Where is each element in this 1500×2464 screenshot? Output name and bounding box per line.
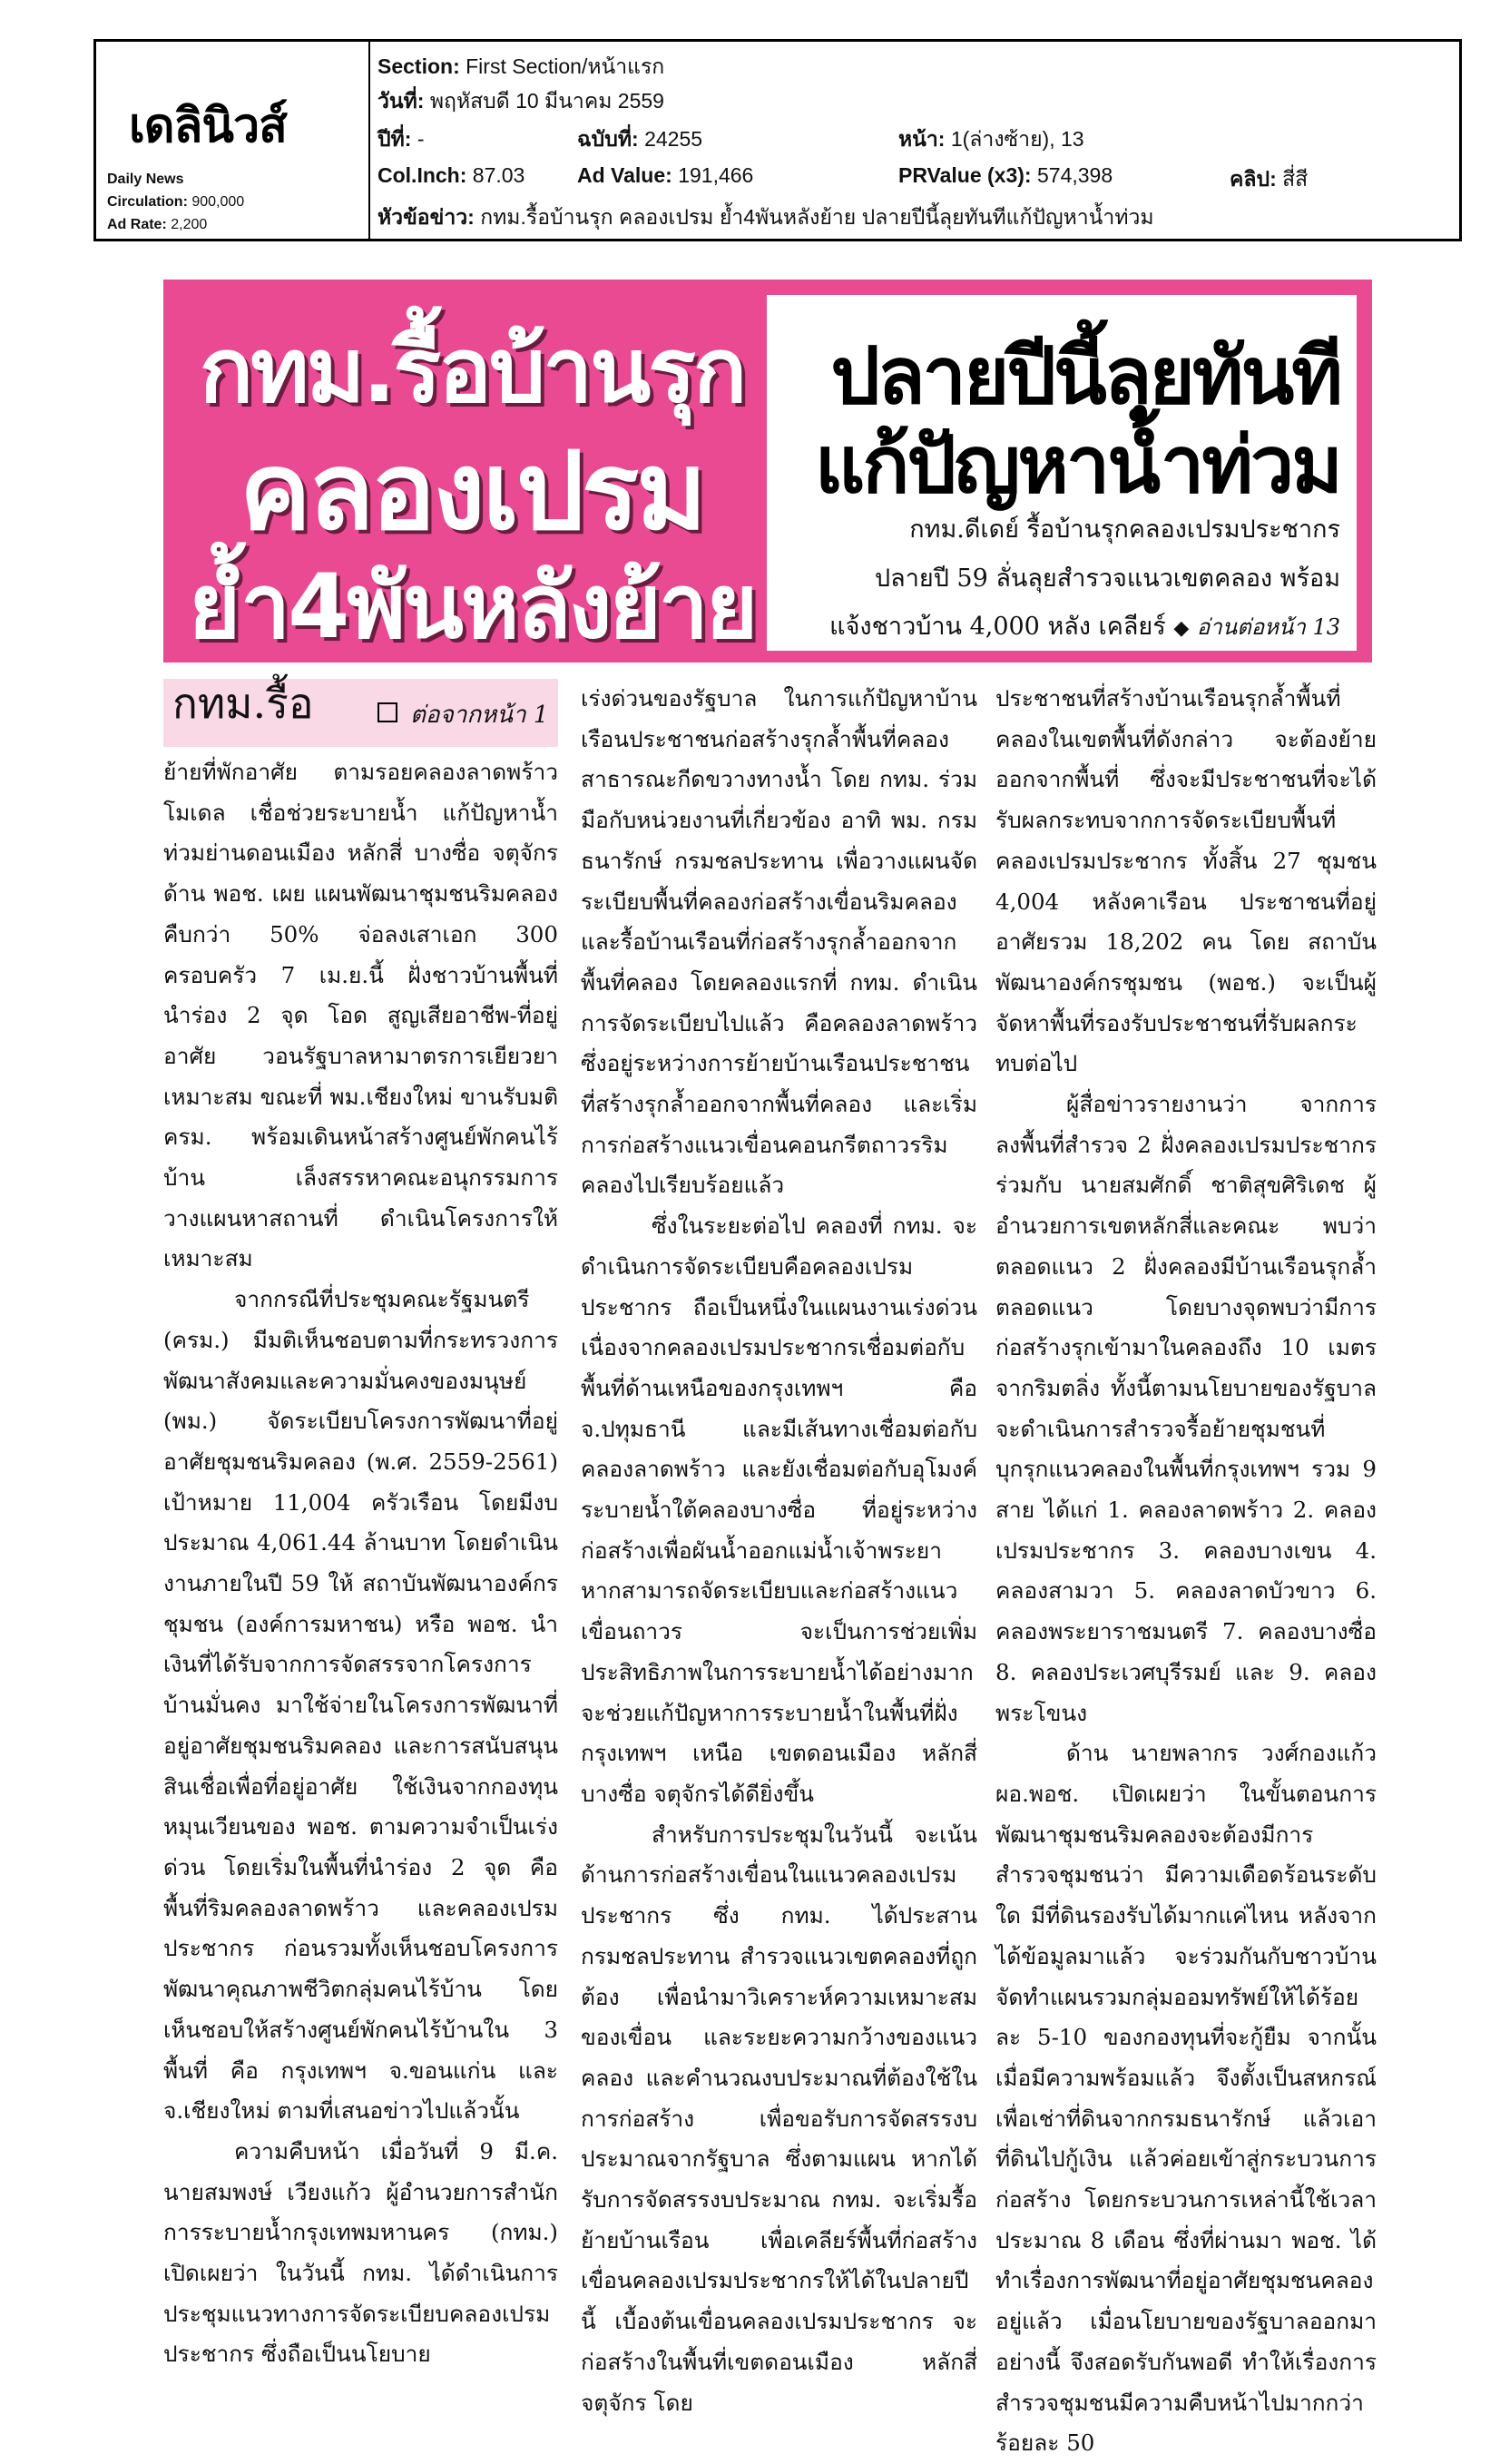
page-field (898, 123, 1084, 156)
paragraph: ซึ่งในระยะต่อไป คลองที่ กทม. จะดำเนินการจัดระเบียบคือคลองเปรมประชากร ถือเป็นหนึ่งในแผนงานเร่งด่วน เนื่องจากคลองเปรมประชากรเชื่อมต่อกับพื้นที่ด้านเหนือของกรุงเทพฯ คือ จ.ปทุมธานี และมีเส้นทางเชื่อมต่อกับคลองลาดพร้าว และยังเชื่อมต่อกับอุโมงค์ระบายน้ำใต้คลองบางซื่อ ที่อยู่ระหว่างก่อสร้างเพื่อผันน้ำออกแม่น้ำเจ้าพระยา หากสามารถจัดระเบียบและก่อสร้างแนวเขื่อนถาวร จะเป็นการช่วยเพิ่มประสิทธิภาพในการระบายน้ำได้อย่างมาก จะช่วยแก้ปัญหาการระบายน้ำในพื้นที่ฝั่งกรุงเทพฯ เหนือ เขตดอนเมือง หลักสี่ บางซื่อ จตุจักรได้ดียิ่งขึ้น (581, 1212, 977, 1807)
banner-title-line-3: ย้ำ4พันหลังย้าย (188, 555, 756, 659)
banner-subtitle-line-2: แก้ปัญหาน้ำท่วม (814, 420, 1340, 511)
paragraph: ความคืบหน้า เมื่อวันที่ 9 มี.ค. นายสมพงษ์ เวียงแก้ว ผู้อำนวยการสำนักการระบายน้ำกรุงเทพมหานคร (กทม.) เปิดเผยว่า ในวันนี้ กทม. ได้ดำเนินการประชุมแนวทางการจัดระเบียบคลองเปรมประชากร ซึ่งถือเป็นนโยบาย (163, 2137, 558, 2368)
colinch-field (377, 163, 525, 188)
article-column-1 (163, 679, 558, 2375)
prvalue-value: 574,398 (1036, 163, 1113, 187)
year-value: - (417, 127, 425, 151)
date-label: วันที่: (377, 89, 425, 113)
page-value: 1(ล่างซ้าย), 13 (950, 127, 1084, 151)
deck-line-1: กทม.ดีเดย์ รื้อบ้านรุกคลองเปรมประชากร (909, 515, 1340, 544)
paragraph: เร่งด่วนของรัฐบาล ในการแก้ปัญหาบ้านเรือนประชาชนก่อสร้างรุกล้ำพื้นที่คลองสาธารณะกีดขวางทางน้ำ โดย กทม. ร่วมมือกับหน่วยงานที่เกี่ยวข้อง อาทิ พม. กรมธนารักษ์ กรมชลประทาน เพื่อวางแผนจัดระเบียบพื้นที่คลองก่อสร้างเขื่อนริมคลอง และรื้อบ้านเรือนที่ก่อสร้างรุกล้ำออกจากพื้นที่คลอง โดยคลองแรกที่ กทม. ดำเนินการจัดระเบียบไปแล้ว คือคลองลาดพร้าว ซึ่งอยู่ระหว่างการย้ายบ้านเรือนประชาชน ที่สร้างรุกล้ำออกจากพื้นที่คลอง และเริ่มการก่อสร้างแนวเขื่อนคอนกรีตถาวรริมคลองไปเรียบร้อยแล้ว (581, 685, 977, 1199)
page-label: หน้า: (898, 127, 946, 151)
section-label: Section: (377, 54, 460, 78)
circulation-value: 900,000 (191, 194, 245, 210)
colinch-value: 87.03 (472, 163, 525, 187)
circulation (107, 194, 244, 211)
ad-rate (107, 217, 207, 233)
headline-field (377, 201, 1154, 234)
banner-title-line-2: คลองเปรม (239, 428, 705, 554)
checkbox-square-icon (377, 702, 397, 722)
paragraph: ประชาชนที่สร้างบ้านเรือนรุกล้ำพื้นที่คลองในเขตพื้นที่ดังกล่าว จะต้องย้ายออกจากพื้นที่ ซึ่งจะมีประชาชนที่จะได้รับผลกระทบจากการจัดระเบียบพื้นที่คลองเปรมประชากร ทั้งสิ้น 27 ชุมชน 4,004 หลังคาเรือน ประชาชนที่อยู่อาศัยรวม 18,202 คน โดย สถาบันพัฒนาองค์กรชุมชน (พอช.) จะเป็นผู้จัดหาพื้นที่รองรับประชาชนที่รับผลกระทบต่อไป (995, 685, 1377, 1077)
circulation-label: Circulation: (107, 194, 188, 210)
newspaper-logo: เดลินิวส์ (129, 99, 287, 153)
continued-from: ต่อจากหน้า 1 (410, 702, 549, 729)
headline-value: กทม.รื้อบ้านรุก คลองเปรม ย้ำ4พันหลังย้าย ปลายปีนี้ลุยทันทีแก้ปัญหาน้ำท่วม (480, 205, 1154, 229)
paragraph: สำหรับการประชุมในวันนี้ จะเน้นด้านการก่อสร้างเขื่อนในแนวคลองเปรมประชากร ซึ่ง กทม. ได้ประสานกรมชลประทาน สำรวจแนวเขตคลองที่ถูกต้อง เพื่อนำมาวิเคราะห์ความเหมาะสมของเขื่อน และระยะความกว้างของแนวคลอง และคำนวณงบประมาณที่ต้องใช้ในการก่อสร้าง เพื่อขอรับการจัดสรรงบประมาณจากรัฐบาล ซึ่งตามแผน หากได้รับการจัดสรรงบประมาณ กทม. จะเริ่มรื้อย้ายบ้านเรือน เพื่อเคลียร์พื้นที่ก่อสร้างเขื่อนคลองเปรมประชากรให้ได้ในปลายปีนี้ เบื้องต้นเขื่อนคลองเปรมประชากร จะก่อสร้างในพื้นที่เขตดอนเมือง หลักสี่ จตุจักร โดย (581, 1821, 977, 2416)
paragraph: ย้ายที่พักอาศัย ตามรอยคลองลาดพร้าวโมเดล เชื่อช่วยระบายน้ำ แก้ปัญหาน้ำท่วมย่านดอนเมือง หลักสี่ บางซื่อ จตุจักร ด้าน พอช. เผย แผนพัฒนาชุมชนริมคลอง คืบกว่า 50% จ่อลงเสาเอก 300 ครอบครัว 7 เม.ย.นี้ ฝั่งชาวบ้านพื้นที่นำร่อง 2 จุด โอด สูญเสียอาชีพ-ที่อยู่อาศัย วอนรัฐบาลหามาตรการเยียวยาเหมาะสม ขณะที่ พม.เชียงใหม่ ขานรับมติ ครม. พร้อมเดินหน้าสร้างศูนย์พักคนไร้บ้าน เล็งสรรหาคณะอนุกรรมการ วางแผนหาสถานที่ ดำเนินโครงการให้เหมาะสม (163, 759, 558, 1272)
advalue-label: Ad Value: (577, 163, 672, 187)
colinch-label: Col.Inch: (377, 163, 467, 187)
advalue-value: 191,466 (678, 163, 754, 187)
issue-field (577, 123, 702, 156)
jump-title: กทม.รื้อ (172, 679, 314, 728)
issue-value: 24255 (644, 127, 703, 151)
ad-rate-value: 2,200 (171, 217, 208, 232)
paragraph: ผู้สื่อข่าวรายงานว่า จากการลงพื้นที่สำรวจ 2 ฝั่งคลองเปรมประชากรร่วมกับ นายสมศักดิ์ ชาติสุขศิริเดช ผู้อำนวยการเขตหลักสี่และคณะ พบว่าตลอดแนว 2 ฝั่งคลองมีบ้านเรือนรุกล้ำตลอดแนว โดยบางจุดพบว่ามีการก่อสร้างรุกเข้ามาในคลองถึง 10 เมตรจากริมตลิ่ง ทั้งนี้ตามนโยบายของรัฐบาลจะดำเนินการสำรวจรื้อย้ายชุมชนที่บุกรุกแนวคลองในพื้นที่กรุงเทพฯ รวม 9 สาย ได้แก่ 1. คลองลาดพร้าว 2. คลองเปรมประชากร 3. คลองบางเขน 4. คลองสามวา 5. คลองลาดบัวขาว 6. คลองพระยาราชมนตรี 7. คลองบางซื่อ 8. คลองประเวศบุรีรมย์ และ 9. คลองพระโขนง (995, 1091, 1377, 1726)
article-column-2 (581, 679, 977, 2423)
year-field (377, 123, 424, 156)
advalue-field (577, 163, 753, 188)
article-column-3 (995, 679, 1377, 2464)
ad-rate-label: Ad Rate: (107, 217, 167, 232)
publication-name: Daily News (107, 172, 184, 187)
date-value: พฤหัสบดี 10 มีนาคม 2559 (429, 89, 664, 113)
clip-label: คลิป: (1230, 167, 1277, 191)
clip-value: สี่สี (1282, 167, 1309, 191)
deck-line-3-text: แจ้งชาวบ้าน 4,000 หลัง เคลียร์ (829, 613, 1166, 641)
deck-line-3 (829, 606, 1340, 645)
banner-subtitle-panel (767, 295, 1357, 651)
paragraph: จากกรณีที่ประชุมคณะรัฐมนตรี (ครม.) มีมติเห็นชอบตามที่กระทรวงการพัฒนาสังคมและความมั่นคงของมนุษย์ (พม.) จัดระเบียบโครงการพัฒนาที่อยู่อาศัยชุมชนริมคลอง (พ.ศ. 2559-2561) เป้าหมาย 11,004 ครัวเรือน โดยมีงบประมาณ 4,061.44 ล้านบาท โดยดำเนินงานภายในปี 59 ให้ สถาบันพัฒนาองค์กรชุมชน (องค์การมหาชน) หรือ พอช. นำเงินที่ได้รับจากการจัดสรรจากโครงการบ้านมั่นคง มาใช้จ่ายในโครงการพัฒนาที่อยู่อาศัยชุมชนริมคลอง และการสนับสนุนสินเชื่อเพื่อที่อยู่อาศัย ใช้เงินจากกองทุนหมุนเวียนของ พอช. ตามความจำเป็นเร่งด่วน โดยเริ่มในพื้นที่นำร่อง 2 จุด คือ พื้นที่ริมคลองลาดพร้าว และคลองเปรมประชากร ก่อนรวมทั้งเห็นชอบโครงการพัฒนาคุณภาพชีวิตกลุ่มคนไร้บ้าน โดยเห็นชอบให้สร้างศูนย์พักคนไร้บ้านใน 3 พื้นที่ คือ กรุงเทพฯ จ.ขอนแก่น และ จ.เชียงใหม่ ตามที่เสนอข่าวไปแล้วนั้น (163, 1286, 558, 2125)
publication-panel (96, 42, 370, 239)
deck-line-2: ปลายปี 59 ลั่นลุยสำรวจแนวเขตคลอง พร้อม (875, 564, 1340, 593)
paragraph: ด้าน นายพลากร วงศ์กองแก้ว ผอ.พอช. เปิดเผยว่า ในขั้นตอนการพัฒนาชุมชนริมคลองจะต้องมีการสำรวจชุมชนว่า มีความเดือดร้อนระดับใด มีที่ดินรองรับได้มากแค่ไหน หลังจากได้ข้อมูลมาแล้ว จะร่วมกันกับชาวบ้านจัดทำแผนรวมกลุ่มออมทรัพย์ให้ได้ร้อยละ 5-10 ของกองทุนที่จะกู้ยืม จากนั้นเมื่อมีความพร้อมแล้ว จึงตั้งเป็นสหกรณ์เพื่อเช่าที่ดินจากกรมธนารักษ์ แล้วเอาที่ดินไปกู้เงิน แล้วค่อยเข้าสู่กระบวนการก่อสร้าง โดยกระบวนการเหล่านี้ใช้เวลาประมาณ 8 เดือน ซึ่งที่ผ่านมา พอช. ได้ทำเรื่องการพัฒนาที่อยู่อาศัยชุมชนคลองอยู่แล้ว เมื่อนโยบายของรัฐบาลออกมาอย่างนี้ จึงสอดรับกันพอดี ทำให้เรื่องการสำรวจชุมชนมีความคืบหน้าไปมากกว่าร้อยละ 50 (995, 1740, 1377, 2457)
banner-subtitle-line-1: ปลายปีนี้ลุยทันที (830, 331, 1340, 422)
prvalue-label: PRValue (x3): (898, 163, 1032, 187)
clipping-info-box (93, 39, 1462, 241)
issue-label: ฉบับที่: (577, 127, 639, 151)
date-field (377, 85, 664, 118)
clip-field (1230, 163, 1308, 196)
banner-title-line-1: กทม.รื้อบ้านรุก (199, 319, 745, 423)
prvalue-field (898, 163, 1113, 188)
section-value: First Section/หน้าแรก (466, 54, 665, 78)
headline-label: หัวข้อข่าว: (377, 205, 475, 229)
headline-banner (163, 280, 1372, 663)
section-field (377, 51, 664, 83)
jump-header (163, 679, 558, 747)
clipping-metadata (370, 42, 1459, 239)
diamond-icon: ◆ (1173, 617, 1190, 640)
continue-on-page: อ่านต่อหน้า 13 (1196, 614, 1340, 640)
year-label: ปีที่: (377, 127, 412, 151)
